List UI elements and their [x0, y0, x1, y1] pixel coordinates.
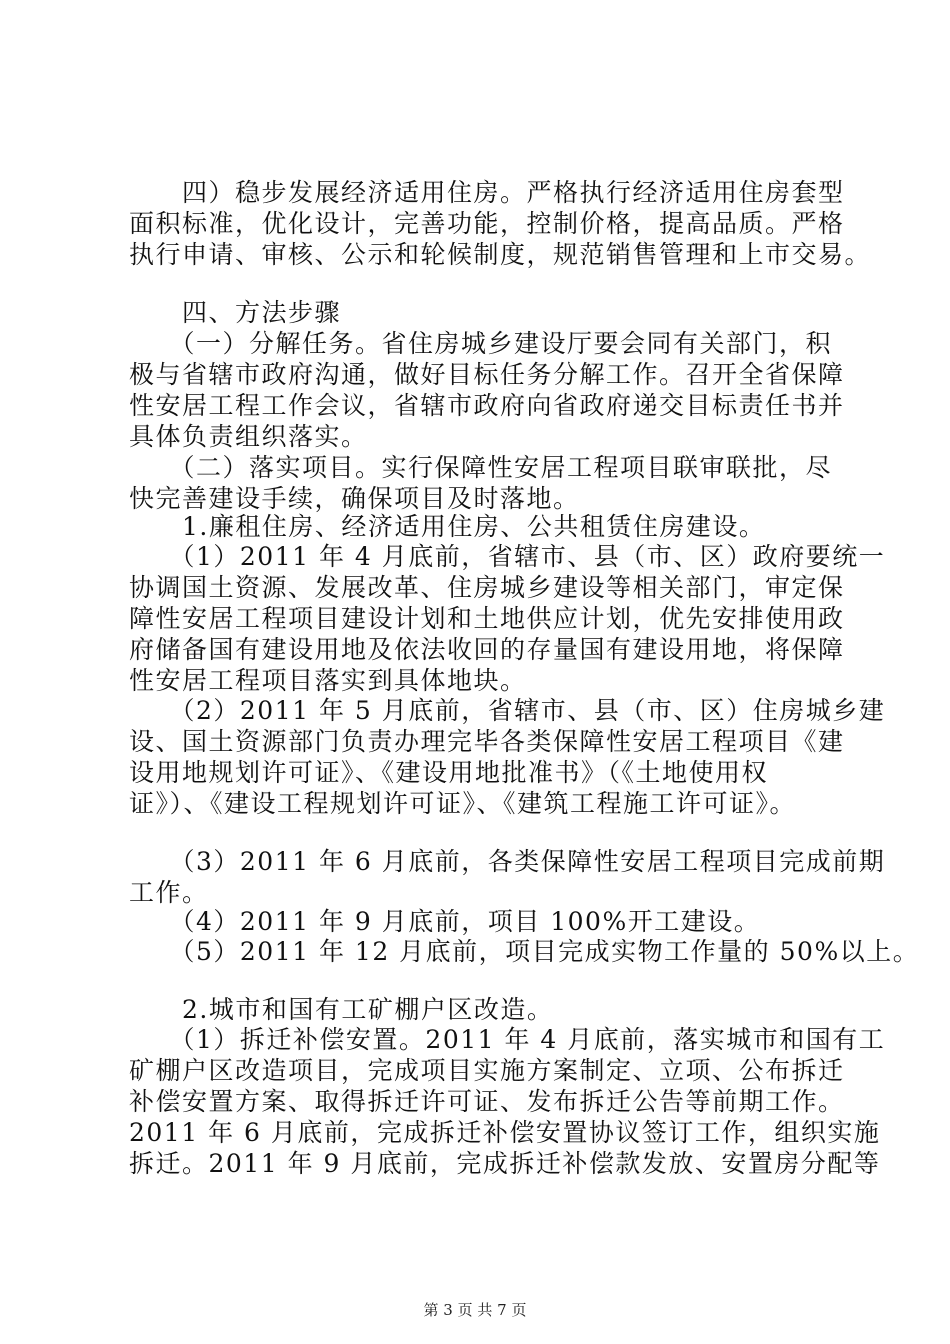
text-line: 2.城市和国有工矿棚户区改造。: [129, 995, 554, 1024]
text-line: （4）2011 年 9 月底前，项目 100%开工建设。: [129, 907, 761, 936]
text-line: 拆迁。2011 年 9 月底前，完成拆迁补偿款发放、安置房分配等: [129, 1149, 881, 1178]
section-heading: 四、方法步骤: [129, 298, 342, 327]
text-line: 四）稳步发展经济适用住房。严格执行经济适用住房套型: [129, 178, 845, 207]
text-line: 补偿安置方案、取得拆迁许可证、发布拆迁公告等前期工作。: [129, 1087, 845, 1116]
text-line: （1）2011 年 4 月底前，省辖市、县（市、区）政府要统一: [129, 542, 886, 571]
text-line: 1.廉租住房、经济适用住房、公共租赁住房建设。: [129, 512, 766, 541]
text-line: 面积标准，优化设计，完善功能，控制价格，提高品质。严格: [129, 209, 845, 238]
text-line: 设用地规划许可证》、《建设用地批准书》（《土地使用权: [129, 758, 769, 787]
text-line: 性安居工程工作会议，省辖市政府向省政府递交目标责任书并: [129, 391, 845, 420]
text-line: 障性安居工程项目建设计划和土地供应计划，优先安排使用政: [129, 604, 845, 633]
text-line: 2011 年 6 月底前，完成拆迁补偿安置协议签订工作，组织实施: [129, 1118, 881, 1147]
text-line: 快完善建设手续，确保项目及时落地。: [129, 484, 580, 513]
text-line: 府储备国有建设用地及依法收回的存量国有建设用地，将保障: [129, 635, 845, 664]
text-line: 证》）、《建设工程规划许可证》、《建筑工程施工许可证》。: [129, 789, 797, 818]
text-line: （2）2011 年 5 月底前，省辖市、县（市、区）住房城乡建: [129, 696, 886, 725]
page-number-footer: 第 3 页 共 7 页: [423, 1301, 527, 1319]
text-line: 协调国土资源、发展改革、住房城乡建设等相关部门，审定保: [129, 573, 845, 602]
text-line: 矿棚户区改造项目，完成项目实施方案制定、立项、公布拆迁: [129, 1056, 845, 1085]
text-line: （二）落实项目。实行保障性安居工程项目联审联批，尽: [129, 453, 833, 482]
text-line: 极与省辖市政府沟通，做好目标任务分解工作。召开全省保障: [129, 360, 845, 389]
text-line: 工作。: [129, 878, 209, 907]
text-line: 性安居工程项目落实到具体地块。: [129, 666, 527, 695]
text-line: （5）2011 年 12 月底前，项目完成实物工作量的 50%以上。: [129, 937, 920, 966]
text-line: （3）2011 年 6 月底前，各类保障性安居工程项目完成前期: [129, 847, 886, 876]
text-line: 执行申请、审核、公示和轮候制度，规范销售管理和上市交易。: [129, 240, 872, 269]
text-line: 设、国土资源部门负责办理完毕各类保障性安居工程项目《建: [129, 727, 845, 756]
text-line: （1）拆迁补偿安置。2011 年 4 月底前，落实城市和国有工: [129, 1025, 886, 1054]
text-line: （一）分解任务。省住房城乡建设厅要会同有关部门，积: [129, 329, 833, 358]
text-line: 具体负责组织落实。: [129, 422, 368, 451]
